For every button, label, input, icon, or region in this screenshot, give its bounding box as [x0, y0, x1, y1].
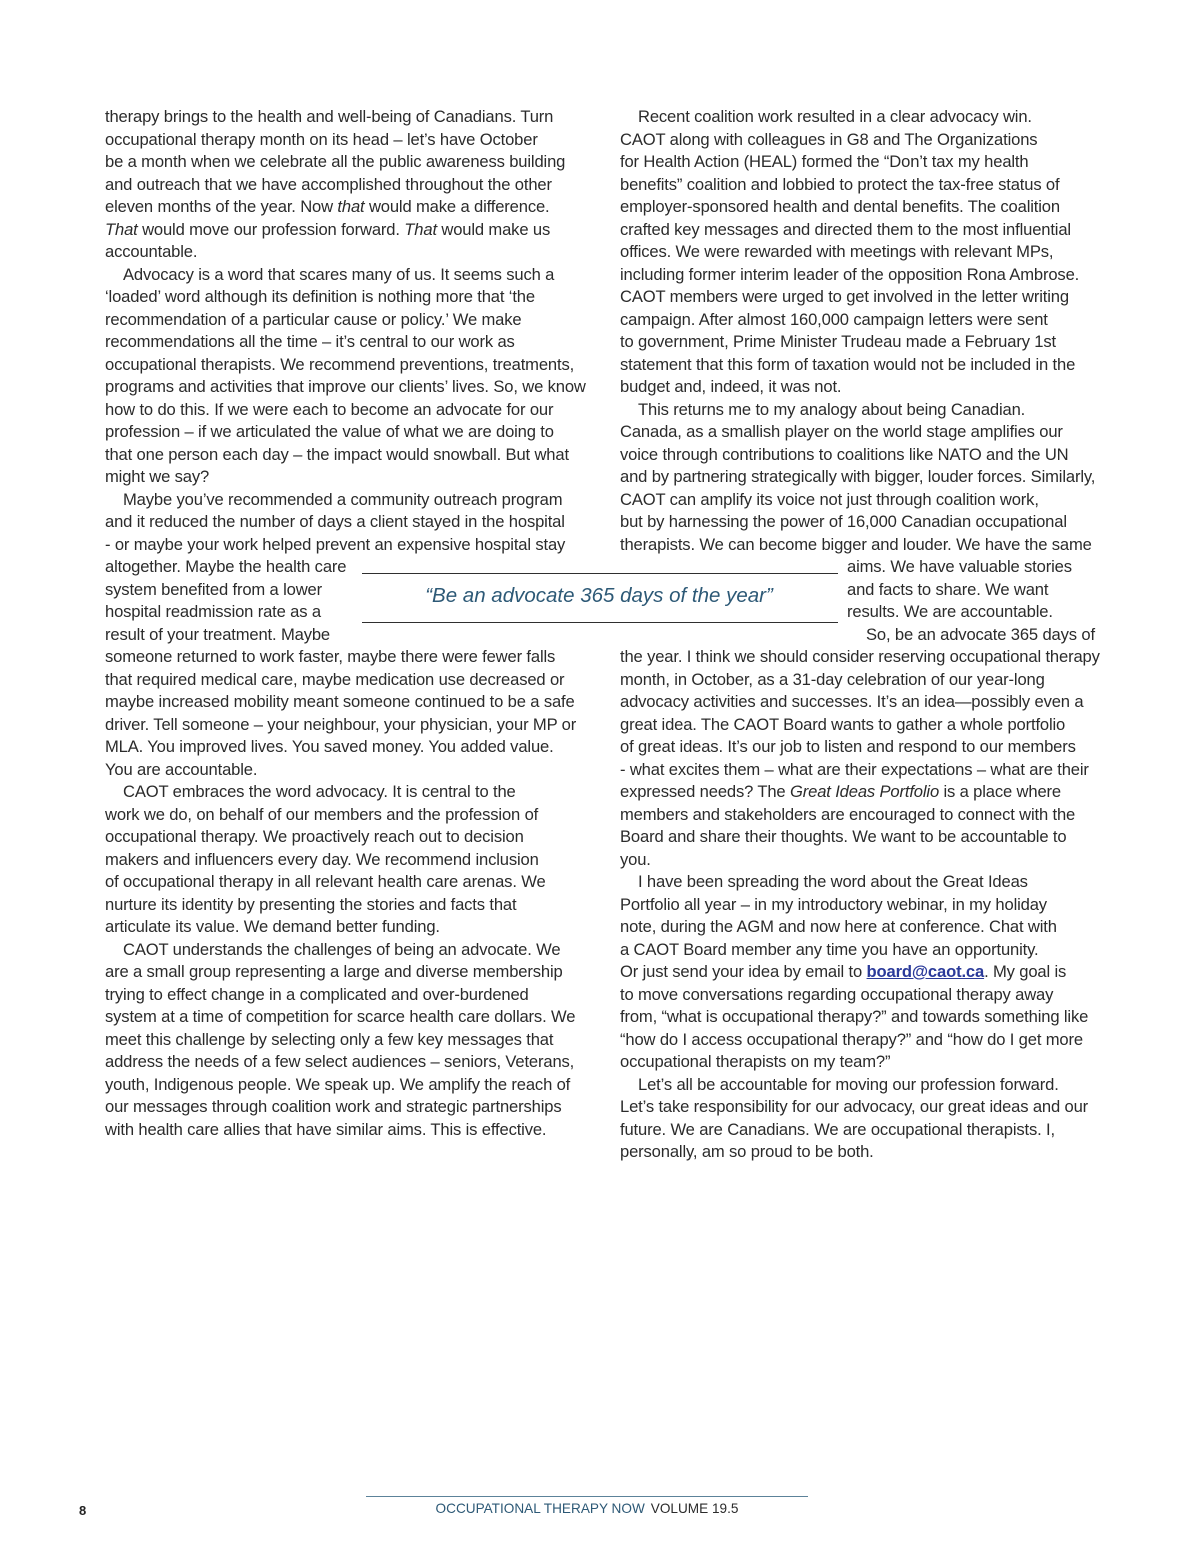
text-line: and by partnering strategically with bigger, louder forces. Similarly,	[620, 467, 1096, 486]
text-line: system benefited from a lower	[105, 579, 322, 599]
text-line: you.	[620, 849, 651, 869]
text-line: with health care allies that have similar aims. This is effective.	[105, 1119, 547, 1139]
text-line: occupational therapists on my team?”	[620, 1052, 891, 1071]
emphasis: Great Ideas Portfolio	[789, 782, 940, 801]
text-line: Let’s take responsibility for our advocacy, our great ideas and our	[620, 1097, 1089, 1116]
text-line: voice through contributions to coalitions like NATO and the UN	[620, 444, 1069, 464]
text-line: Recent coalition work resulted in a clear advocacy win.	[638, 107, 1032, 126]
pull-quote: “Be an advocate 365 days of the year”	[425, 584, 773, 607]
text-line: recommendations all the time – it’s central to our work as	[105, 332, 515, 351]
emphasis: That	[105, 219, 138, 239]
text-line: makers and influencers every day. We recommend inclusion	[105, 849, 539, 869]
text-line: work we do, on behalf of our members and the profession of	[105, 804, 539, 824]
text-line: hospital readmission rate as a	[105, 602, 321, 621]
text-line: CAOT embraces the word advocacy. It is central to the	[123, 782, 516, 801]
text-line: meet this challenge by selecting only a few key messages that	[105, 1029, 554, 1049]
text-line: are a small group representing a large and diverse membership	[105, 962, 563, 981]
text-line: Or just send your idea by email to board@caot.ca. My goal is	[620, 962, 1067, 981]
text-line: This returns me to my analogy about being Canadian.	[638, 399, 1026, 419]
text-line: - or maybe your work helped prevent an expensive hospital stay	[105, 534, 566, 554]
text-line: our messages through coalition work and strategic partnerships	[105, 1097, 562, 1116]
footer-publication	[366, 1500, 808, 1518]
text-line: articulate its value. We demand better funding.	[105, 917, 440, 936]
emphasis: That	[404, 219, 437, 239]
text-line: CAOT members were urged to get involved in the letter writing	[620, 287, 1069, 306]
text-line: accountable.	[105, 242, 198, 261]
text-line: and facts to share. We want	[847, 579, 1049, 599]
text-line: the year. I think we should consider reserving occupational therapy	[620, 647, 1100, 666]
text-line: employer-sponsored health and dental benefits. The coalition	[620, 197, 1060, 216]
text-line: So, be an advocate 365 days of	[866, 624, 1095, 644]
text-line: Maybe you’ve recommended a community outreach program	[123, 489, 563, 509]
footer-rule	[366, 1496, 808, 1497]
text-line: eleven months of the year. Now that would make a difference.	[105, 197, 550, 216]
text-line: therapy brings to the health and well-being of Canadians. Turn	[105, 107, 554, 126]
text-line: trying to effect change in a complicated and over-burdened	[105, 984, 529, 1004]
text-line: from, “what is occupational therapy?” and towards something like	[620, 1007, 1089, 1026]
publication-title: OCCUPATIONAL THERAPY NOW	[435, 1501, 645, 1516]
page-number: 8	[79, 1503, 87, 1518]
text-line: You are accountable.	[105, 759, 258, 779]
text-line: might we say?	[105, 467, 210, 486]
text-line: Portfolio all year – in my introductory webinar, in my holiday	[620, 894, 1047, 914]
text-line: of great ideas. It’s our job to listen and respond to our members	[620, 737, 1076, 756]
text-line: of occupational therapy in all relevant health care arenas. We	[105, 872, 546, 891]
text-line: occupational therapists. We recommend preventions, treatments,	[105, 354, 575, 374]
text-line: future. We are Canadians. We are occupational therapists. I,	[620, 1119, 1055, 1139]
pull-quote-top-rule	[362, 573, 838, 574]
pull-quote-bottom-rule	[362, 622, 838, 623]
text-line: and it reduced the number of days a client stayed in the hospital	[105, 512, 565, 531]
text-line: occupational therapy month on its head – let’s have October	[105, 129, 538, 149]
text-line: advocacy activities and successes. It’s an idea—possibly even a	[620, 692, 1084, 711]
text-line: therapists. We can become bigger and louder. We have the same	[620, 534, 1092, 554]
text-line: profession – if we articulated the value of what we are doing to	[105, 422, 554, 441]
text-line: a CAOT Board member any time you have an opportunity.	[620, 939, 1039, 959]
text-line: “how do I access occupational therapy?” and “how do I get more	[620, 1029, 1083, 1049]
text-line: I have been spreading the word about the Great Ideas	[638, 872, 1028, 891]
text-line: to government, Prime Minister Trudeau made a February 1st	[620, 332, 1056, 351]
text-line: result of your treatment. Maybe	[105, 624, 330, 644]
text-line: how to do this. If we were each to become an advocate for our	[105, 399, 554, 419]
text-line: recommendation of a particular cause or policy.’ We make	[105, 309, 522, 329]
text-line: expressed needs? The Great Ideas Portfolio is a place where	[620, 782, 1061, 801]
text-line: Advocacy is a word that scares many of us. It seems such a	[123, 264, 555, 284]
text-line: Canada, as a smallish player on the world stage amplifies our	[620, 422, 1063, 441]
text-line: address the needs of a few select audiences – seniors, Veterans,	[105, 1052, 575, 1071]
text-line: programs and activities that improve our clients’ lives. So, we know	[105, 377, 586, 396]
text-line: great idea. The CAOT Board wants to gather a whole portfolio	[620, 714, 1066, 734]
text-line: system at a time of competition for scarce health care dollars. We	[105, 1007, 576, 1026]
text-line: CAOT can amplify its voice not just through coalition work,	[620, 489, 1039, 509]
text-line: nurture its identity by presenting the stories and facts that	[105, 894, 517, 914]
text-line: budget and, indeed, it was not.	[620, 377, 842, 396]
text-line: for Health Action (HEAL) formed the “Don’t tax my health	[620, 152, 1029, 171]
text-line: Let’s all be accountable for moving our profession forward.	[638, 1074, 1059, 1094]
text-line: including former interim leader of the opposition Rona Ambrose.	[620, 264, 1080, 284]
text-line: be a month when we celebrate all the public awareness building	[105, 152, 566, 171]
text-line: MLA. You improved lives. You saved money. You added value.	[105, 737, 554, 756]
text-line: personally, am so proud to be both.	[620, 1142, 874, 1161]
emphasis: that	[337, 197, 365, 216]
email-link[interactable]: board@caot.ca	[866, 962, 985, 981]
text-line: someone returned to work faster, maybe there were fewer falls	[105, 647, 556, 666]
text-line: note, during the AGM and now here at conference. Chat with	[620, 917, 1057, 936]
text-line: that required medical care, maybe medication use decreased or	[105, 669, 565, 689]
text-line: altogether. Maybe the health care	[105, 557, 347, 576]
text-line: youth, Indigenous people. We speak up. We amplify the reach of	[105, 1074, 571, 1094]
text-line: that one person each day – the impact would snowball. But what	[105, 444, 569, 464]
text-line: CAOT along with colleagues in G8 and The Organizations	[620, 129, 1038, 149]
text-line: Board and share their thoughts. We want to be accountable to	[620, 827, 1067, 846]
volume-label: VOLUME 19.5	[650, 1501, 739, 1516]
text-line: to move conversations regarding occupational therapy away	[620, 984, 1054, 1004]
text-line: CAOT understands the challenges of being an advocate. We	[123, 939, 561, 959]
text-line: maybe increased mobility meant someone continued to be a safe	[105, 692, 575, 711]
text-line: but by harnessing the power of 16,000 Canadian occupational	[620, 512, 1067, 531]
text-line: offices. We were rewarded with meetings with relevant MPs,	[620, 242, 1054, 261]
text-line: aims. We have valuable stories	[847, 557, 1072, 576]
text-line: benefits” coalition and lobbied to protect the tax-free status of	[620, 174, 1060, 194]
text-line: occupational therapy. We proactively reach out to decision	[105, 827, 524, 846]
text-line: ‘loaded’ word although its definition is nothing more that ‘the	[105, 287, 535, 306]
text-line: results. We are accountable.	[847, 602, 1053, 621]
text-line: crafted key messages and directed them to the most influential	[620, 219, 1071, 239]
text-line: members and stakeholders are encouraged to connect with the	[620, 804, 1076, 824]
text-line: month, in October, as a 31-day celebration of our year-long	[620, 669, 1045, 689]
text-line: campaign. After almost 160,000 campaign letters were sent	[620, 309, 1048, 329]
text-line: statement that this form of taxation would not be included in the	[620, 354, 1076, 374]
text-line: - what excites them – what are their expectations – what are their	[620, 759, 1089, 779]
text-line: That would move our profession forward. That would make us	[105, 219, 551, 239]
text-line: driver. Tell someone – your neighbour, your physician, your MP or	[105, 714, 577, 734]
text-line: and outreach that we have accomplished throughout the other	[105, 174, 552, 194]
